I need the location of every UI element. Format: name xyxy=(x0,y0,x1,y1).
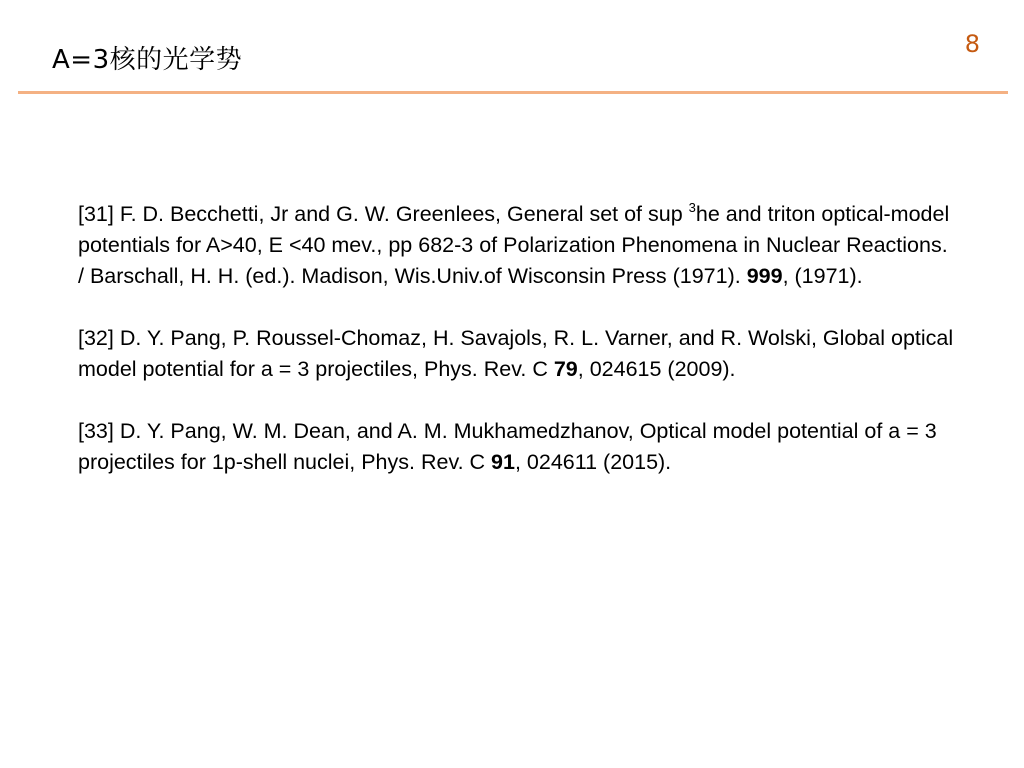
reference-31-text: [31] F. D. Becchetti, Jr and G. W. Greenlees, General set of sup xyxy=(78,202,689,226)
reference-32 xyxy=(78,323,958,385)
reference-32-text: [32] D. Y. Pang, P. Roussel-Chomaz, H. Savajols, R. L. Varner, and R. Wolski, Global optical model potential for a = 3 projectiles, Phys. Rev. C xyxy=(78,326,954,381)
slide-number: 8 xyxy=(964,30,980,58)
reference-31-tail: , (1971). xyxy=(782,264,863,288)
reference-31-text-cont: he and triton optical-model potentials for A>40, E <40 mev., pp 682-3 of Polarization Phenomena in Nuclear Reactions. / Barschall, H. H. (ed.). Madison, Wis.Univ.of Wisconsin Press (1971). xyxy=(78,202,950,288)
reference-33-volume: 91 xyxy=(491,450,515,474)
reference-32-volume: 79 xyxy=(553,357,578,381)
reference-31 xyxy=(78,199,958,292)
reference-33-text: [33] D. Y. Pang, W. M. Dean, and A. M. Mukhamedzhanov, Optical model potential of a = 3 projectiles for 1p-shell nuclei, Phys. Rev. C xyxy=(78,419,937,474)
title-divider xyxy=(18,91,1008,94)
reference-32-tail: , 024615 (2009). xyxy=(577,357,736,381)
reference-31-superscript: 3 xyxy=(688,200,696,215)
reference-33-tail: , 024611 (2015). xyxy=(514,450,672,474)
slide-title: A=3核的光学势 xyxy=(52,45,243,75)
reference-31-volume: 999 xyxy=(746,264,783,288)
reference-list xyxy=(78,199,958,509)
reference-33 xyxy=(78,416,958,478)
